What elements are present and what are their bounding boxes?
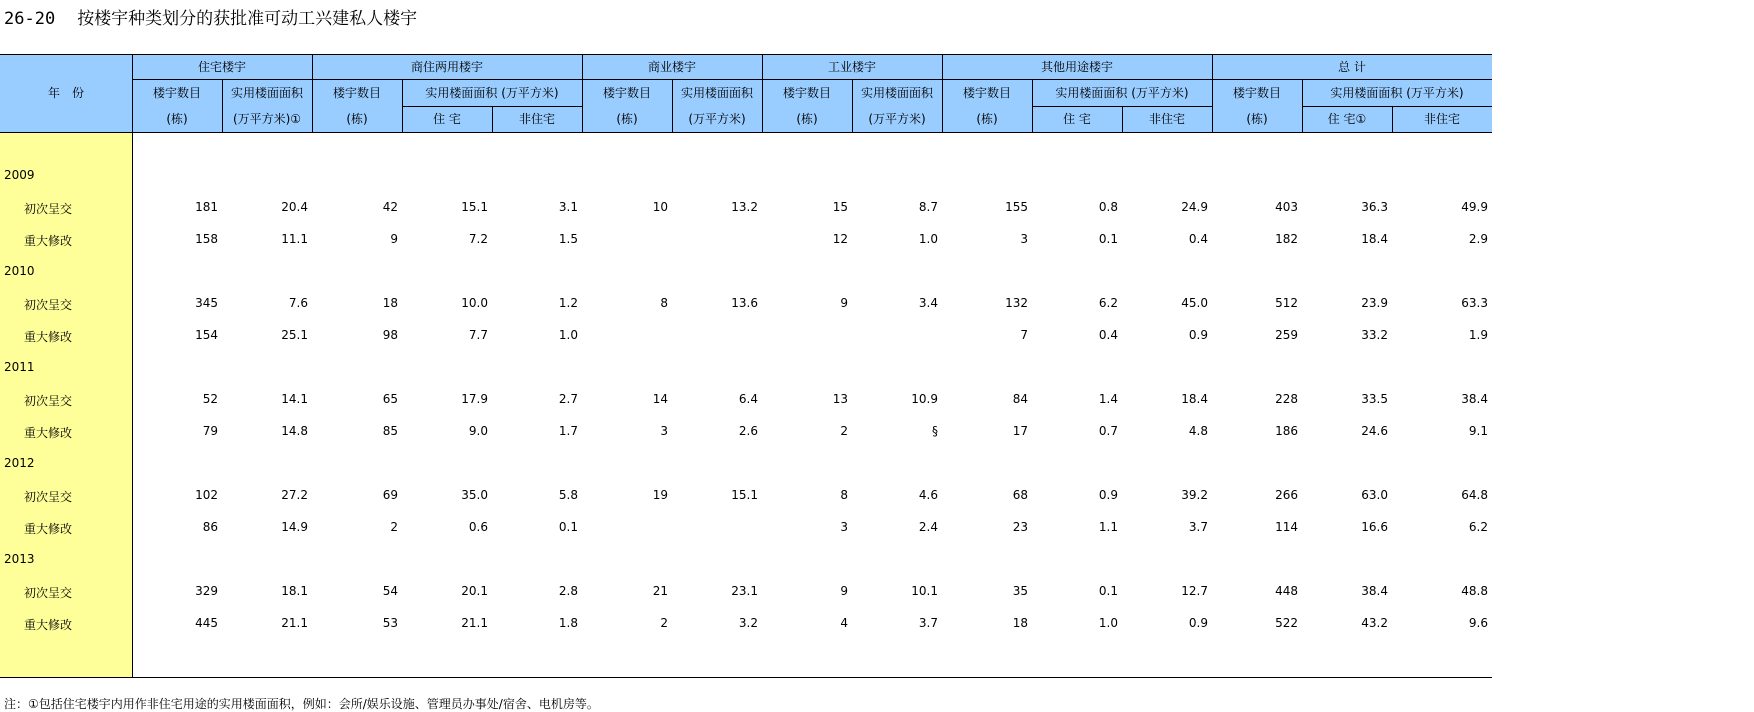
table-cell: 4.6 [918,488,938,502]
table-cell: 0.6 [468,520,488,534]
table-cell: 3.7 [918,616,938,630]
table-cell: 102 [195,488,218,502]
year-label: 2013 [4,552,35,566]
table-cell: 33.2 [1361,328,1388,342]
table-cell: 186 [1275,424,1298,438]
table-cell: 63.3 [1461,296,1488,310]
year-label: 2012 [4,456,35,470]
grid-line [0,132,1492,133]
table-cell: 16.6 [1361,520,1388,534]
table-cell: 23.1 [731,584,758,598]
row-label-first: 初次呈交 [24,202,73,216]
table-cell: 0.7 [1098,424,1118,438]
table-cell: 68 [1012,488,1028,502]
table-cell: 1.0 [1098,616,1118,630]
table-cell: 1.7 [558,424,578,438]
table-cell: 3 [660,424,668,438]
table-cell: 9 [390,232,398,246]
table-cell: 6.2 [1468,520,1488,534]
table-cell: 7.6 [288,296,308,310]
row-label-major: 重大修改 [24,330,73,344]
grid-line [942,54,943,132]
table-cell: 39.2 [1181,488,1208,502]
table-cell: 0.9 [1098,488,1118,502]
table-cell: 158 [195,232,218,246]
grid-line [132,132,133,677]
grid-line [1302,106,1492,107]
grid-line [852,79,853,132]
table-cell: 9.0 [468,424,488,438]
row-label-major: 重大修改 [24,234,73,248]
grid-line [312,54,313,132]
header-residential: 住宅楼宇 [197,59,246,74]
header-count: 楼宇数目 [602,85,651,100]
table-cell: 14.8 [281,424,308,438]
row-label-first: 初次呈交 [24,586,73,600]
table-cell: 14.9 [281,520,308,534]
header-mixed: 商住两用楼宇 [410,59,483,74]
header-count: 楼宇数目 [782,85,831,100]
table-cell: 23 [1012,520,1028,534]
table-cell: 512 [1275,296,1298,310]
table-cell: 259 [1275,328,1298,342]
table-cell: 15.1 [731,488,758,502]
grid-line [1122,106,1123,132]
table-cell: 132 [1005,296,1028,310]
table-cell: 24.9 [1181,200,1208,214]
grid-line [1392,106,1393,132]
table-cell: 3.2 [738,616,758,630]
row-label-major: 重大修改 [24,618,73,632]
table-cell: 155 [1005,200,1028,214]
grid-line [1212,54,1213,132]
year-label: 2011 [4,360,35,374]
table-cell: 0.1 [1098,584,1118,598]
row-label-first: 初次呈交 [24,394,73,408]
table-cell: 8 [660,296,668,310]
table-cell: 35 [1012,584,1028,598]
table-cell: 7 [1020,328,1028,342]
table-cell: 12.7 [1181,584,1208,598]
table-cell: 1.9 [1468,328,1488,342]
grid-line [132,54,133,132]
table-title [4,4,417,29]
table-cell: 2.8 [558,584,578,598]
row-label-major: 重大修改 [24,522,73,536]
table-cell: 6.2 [1098,296,1118,310]
table-cell: 98 [382,328,398,342]
table-cell: 0.4 [1188,232,1208,246]
table-cell: 9.6 [1468,616,1488,630]
table-cell: 17.9 [461,392,488,406]
table-cell: 0.1 [1098,232,1118,246]
header-count-unit: (栋) [166,112,188,126]
table-cell: 18.4 [1181,392,1208,406]
table-cell: 345 [195,296,218,310]
table-cell: 448 [1275,584,1298,598]
header-count-unit: (栋) [796,112,818,126]
table-cell: 522 [1275,616,1298,630]
header-area-unit: (万平方米) [688,112,746,126]
table-cell: 38.4 [1461,392,1488,406]
header-count: 楼宇数目 [1232,85,1281,100]
header-nonresidential-sub: 非住宅 [518,112,555,126]
header-area-span: 实用楼面面积 (万平方米) [1330,85,1464,100]
header-count-unit: (栋) [976,112,998,126]
table-cell: 14.1 [281,392,308,406]
table-cell: 45.0 [1181,296,1208,310]
table-cell: 4 [840,616,848,630]
table-cell: 181 [195,200,218,214]
table-cell: 10.1 [911,584,938,598]
table-cell: 18.1 [281,584,308,598]
table-cell: 18 [1012,616,1028,630]
table-cell: 5.8 [558,488,578,502]
header-count-unit: (栋) [346,112,368,126]
table-cell: 8 [840,488,848,502]
grid-line [672,79,673,132]
table-cell: 13.6 [731,296,758,310]
header-count: 楼宇数目 [962,85,1011,100]
table-cell: 0.1 [558,520,578,534]
grid-line [762,54,763,132]
table-cell: 3.7 [1188,520,1208,534]
table-cell: 13 [832,392,848,406]
table-cell: 445 [195,616,218,630]
table-cell: 38.4 [1361,584,1388,598]
table-cell: 1.8 [558,616,578,630]
header-commercial: 商业楼宇 [647,59,696,74]
table-cell: 18 [382,296,398,310]
header-industrial: 工业楼宇 [827,59,876,74]
table-cell: 2.9 [1468,232,1488,246]
header-count: 楼宇数目 [332,85,381,100]
header-total: 总 计 [1338,59,1366,74]
table-cell: 1.1 [1098,520,1118,534]
table-cell: 154 [195,328,218,342]
table-cell: 11.1 [281,232,308,246]
table-cell: 0.8 [1098,200,1118,214]
table-cell: 329 [195,584,218,598]
table-cell: 86 [202,520,218,534]
header-area-span: 实用楼面面积 (万平方米) [1055,85,1189,100]
table-cell: 14 [652,392,668,406]
table-cell: 9 [840,296,848,310]
footnote: 注：①包括住宅楼宇内用作非住宅用途的实用楼面面积，例如：会所/娱乐设施、管理员办事处/宿舍、电机房等。 [4,697,599,711]
table-cell: 42 [382,200,398,214]
grid-line [582,54,583,132]
table-cell: 2 [840,424,848,438]
table-cell: 403 [1275,200,1298,214]
table-cell: 43.2 [1361,616,1388,630]
table-cell: 9 [840,584,848,598]
header-area: 实用楼面面积 [230,85,303,100]
table-cell: 20.4 [281,200,308,214]
table-cell: 21.1 [461,616,488,630]
table-cell: 20.1 [461,584,488,598]
table-cell: 63.0 [1361,488,1388,502]
table-cell: 3 [840,520,848,534]
table-cell: 3.1 [558,200,578,214]
header-area-unit: (万平方米) [868,112,926,126]
table-cell: 8.7 [918,200,938,214]
table-cell: 84 [1012,392,1028,406]
header-other: 其他用途楼宇 [1040,59,1113,74]
table-cell: 1.0 [918,232,938,246]
table-cell: 69 [382,488,398,502]
table-cell: 27.2 [281,488,308,502]
table-cell: 2 [660,616,668,630]
table-cell: 1.0 [558,328,578,342]
table-cell: 52 [202,392,218,406]
header-residential-sub: 住 宅 [1063,112,1091,126]
table-cell: 228 [1275,392,1298,406]
table-cell: 35.0 [461,488,488,502]
table-cell: 65 [382,392,398,406]
table-cell: 24.6 [1361,424,1388,438]
table-cell: 33.5 [1361,392,1388,406]
table-cell: 2.4 [918,520,938,534]
table-cell: 17 [1012,424,1028,438]
table-cell: 4.8 [1188,424,1208,438]
table-title-text: 按楼宇种类划分的获批准可动工兴建私人楼宇 [77,9,418,29]
table-cell: 7.2 [468,232,488,246]
header-residential-sub: 住 宅 [433,112,461,126]
table-cell: 9.1 [1468,424,1488,438]
table-cell: 15.1 [461,200,488,214]
table-cell: 54 [382,584,398,598]
grid-line [492,106,493,132]
header-area: 实用楼面面积 [680,85,753,100]
table-cell: 1.4 [1098,392,1118,406]
table-cell: 0.9 [1188,328,1208,342]
table-cell: 3 [1020,232,1028,246]
header-count-unit: (栋) [616,112,638,126]
table-cell: 7.7 [468,328,488,342]
header-area-span: 实用楼面面积 (万平方米) [425,85,559,100]
table-cell: 48.8 [1461,584,1488,598]
table-cell: 10.0 [461,296,488,310]
table-cell: 36.3 [1361,200,1388,214]
table-cell: 19 [652,488,668,502]
table-cell: 3.4 [918,296,938,310]
row-label-major: 重大修改 [24,426,73,440]
table-cell: 13.2 [731,200,758,214]
table-cell: 2.6 [738,424,758,438]
header-year: 年 份 [47,86,84,100]
table-cell: 79 [202,424,218,438]
table-number: 26-20 [4,9,56,29]
table-cell: 114 [1275,520,1298,534]
table-cell: 21.1 [281,616,308,630]
table-cell: 266 [1275,488,1298,502]
grid-line [1032,79,1033,132]
header-nonresidential-sub: 非住宅 [1423,112,1460,126]
header-area-unit: (万平方米)① [232,112,302,126]
grid-line [0,54,1492,55]
grid-line [1302,79,1303,132]
table-cell: 0.4 [1098,328,1118,342]
table-cell: 21 [652,584,668,598]
table-cell: § [932,424,938,438]
row-label-first: 初次呈交 [24,298,73,312]
year-label: 2009 [4,168,35,182]
table-cell: 53 [382,616,398,630]
table-cell: 10.9 [911,392,938,406]
grid-line [222,79,223,132]
table-cell: 2 [390,520,398,534]
header-nonresidential-sub: 非住宅 [1148,112,1185,126]
year-label: 2010 [4,264,35,278]
table-cell: 25.1 [281,328,308,342]
table-cell: 2.7 [558,392,578,406]
grid-line [0,677,1492,678]
row-label-first: 初次呈交 [24,490,73,504]
table-cell: 1.5 [558,232,578,246]
table-cell: 49.9 [1461,200,1488,214]
grid-line [402,79,403,132]
table-cell: 0.9 [1188,616,1208,630]
table-cell: 15 [832,200,848,214]
table-cell: 12 [832,232,848,246]
table-cell: 64.8 [1461,488,1488,502]
table-cell: 182 [1275,232,1298,246]
header-area: 实用楼面面积 [860,85,933,100]
header-residential-sub: 住 宅① [1327,112,1367,126]
table-cell: 18.4 [1361,232,1388,246]
table-cell: 85 [382,424,398,438]
grid-line [132,79,1492,80]
header-count-unit: (栋) [1246,112,1268,126]
table-cell: 6.4 [738,392,758,406]
table-cell: 1.2 [558,296,578,310]
table-cell: 10 [652,200,668,214]
table-cell: 23.9 [1361,296,1388,310]
header-count: 楼宇数目 [152,85,201,100]
